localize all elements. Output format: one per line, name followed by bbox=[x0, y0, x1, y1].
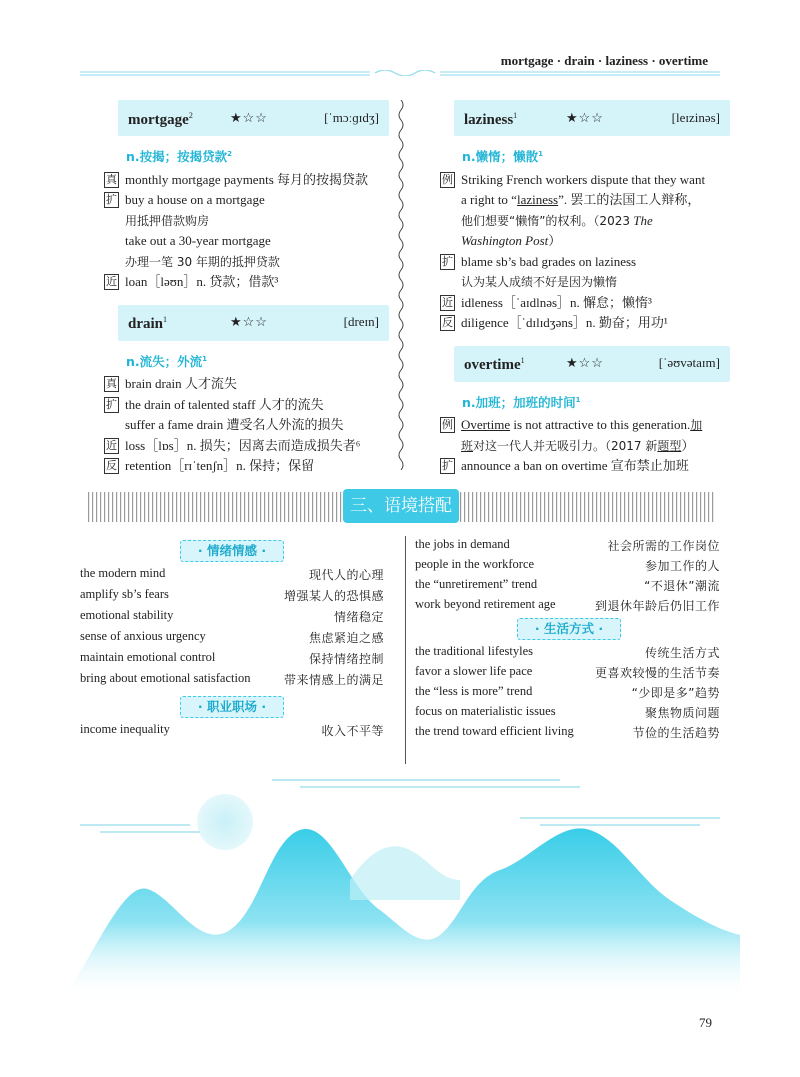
entry-text: retention［rɪˈtenʃn］n. 保持；保留 bbox=[125, 458, 315, 474]
phrase-en: the modern mind bbox=[80, 566, 166, 580]
phrase-cn: 传统生活方式 bbox=[644, 646, 720, 660]
tag-fan: 反 bbox=[442, 316, 453, 330]
phrase-row bbox=[80, 671, 384, 688]
tag-li: 例 bbox=[442, 172, 453, 186]
tag-zhen: 真 bbox=[106, 377, 117, 391]
word-box-overtime bbox=[454, 346, 730, 382]
phrase-en: maintain emotional control bbox=[80, 650, 216, 664]
headword: laziness$^1$ bbox=[464, 110, 518, 128]
phonetic: [ˈəʊvətaɪm] bbox=[658, 355, 720, 371]
example-line bbox=[440, 190, 730, 211]
star-rating: ★☆☆ bbox=[566, 109, 604, 125]
entry-text: take out a 30-year mortgage bbox=[125, 233, 271, 249]
phrase-en: work beyond retirement age bbox=[415, 597, 556, 611]
entry-text: suffer a fame drain 遭受名人外流的损失 bbox=[125, 417, 344, 433]
phrase-en: favor a slower life pace bbox=[415, 664, 533, 678]
entry-text: blame sb’s bad grades on laziness bbox=[461, 253, 637, 269]
word-box-mortgage bbox=[118, 100, 389, 136]
headword: drain$^1$ bbox=[128, 315, 168, 333]
phrase-en: emotional stability bbox=[80, 608, 174, 622]
phrase-en: the traditional lifestyles bbox=[415, 644, 534, 658]
entry-text: 他们想要“懒惰”的权利。（2023 The bbox=[461, 212, 653, 228]
entry-line bbox=[104, 190, 389, 211]
running-header: mortgage · drain · laziness · overtime bbox=[500, 53, 708, 68]
entry-text: Striking French workers dispute that they want bbox=[461, 171, 706, 187]
phrase-row bbox=[415, 684, 720, 701]
part-of-speech: n.加班；加班的时间$^1$ bbox=[462, 394, 581, 410]
phrase-en: people in the workforce bbox=[415, 557, 535, 571]
phrase-row bbox=[415, 664, 720, 681]
example-line bbox=[440, 415, 730, 436]
category-career: · 职业职场 · bbox=[180, 696, 284, 718]
sun-decoration bbox=[197, 794, 253, 850]
entry-line bbox=[104, 170, 389, 191]
tag-jin: 近 bbox=[106, 438, 117, 452]
tag-fan: 反 bbox=[106, 459, 117, 473]
phonetic: [ˈmɔːɡɪdʒ] bbox=[324, 109, 379, 125]
left-column bbox=[104, 100, 389, 477]
headword: mortgage$^2$ bbox=[128, 110, 193, 128]
right-column bbox=[440, 100, 730, 477]
entry-line bbox=[104, 252, 389, 273]
cloud-lines bbox=[80, 780, 720, 832]
headword: overtime$^1$ bbox=[464, 356, 525, 374]
phrase-cn: “少即是多”趋势 bbox=[631, 686, 720, 700]
phrase-en: the trend toward efficient living bbox=[415, 724, 574, 738]
entry-text: 认为某人成绩不好是因为懒惰 bbox=[461, 275, 618, 290]
phrase-cn: 聚焦物质问题 bbox=[644, 706, 720, 720]
word-box-drain bbox=[118, 305, 389, 341]
phonetic: [dreɪn] bbox=[343, 314, 379, 330]
phrase-en: focus on materialistic issues bbox=[415, 704, 556, 718]
phrase-cn: 收入不平等 bbox=[321, 724, 384, 738]
phrase-row bbox=[80, 629, 384, 646]
entry-text: 用抵押借款购房 bbox=[125, 213, 210, 228]
phrase-cn: 社会所需的工作岗位 bbox=[607, 539, 720, 553]
phrase-cn: 保持情绪控制 bbox=[308, 652, 384, 666]
tag-kuo: 扩 bbox=[106, 193, 117, 207]
phrase-en: the “less is more” trend bbox=[415, 684, 533, 698]
phrase-en: the “unretirement” trend bbox=[415, 577, 538, 591]
tag-kuo: 扩 bbox=[442, 459, 453, 473]
phrase-cn: 更喜欢较慢的生活节奏 bbox=[594, 666, 720, 680]
entry-line bbox=[104, 395, 389, 416]
section-banner: 三、语境搭配 bbox=[343, 489, 459, 523]
entry-text: monthly mortgage payments 每月的按揭贷款 bbox=[125, 171, 369, 187]
entry-text: loss［lɒs］n. 损失；因离去而造成损失者⁶ bbox=[125, 437, 361, 453]
example-line bbox=[440, 436, 730, 457]
entry-line bbox=[104, 436, 389, 457]
entry-line bbox=[440, 313, 730, 334]
entry-text: Washington Post） bbox=[461, 233, 562, 249]
page-number: 79 bbox=[699, 1015, 712, 1030]
example-line bbox=[440, 231, 730, 252]
phrase-row bbox=[80, 650, 384, 667]
phrase-row bbox=[415, 644, 720, 661]
star-rating: ★☆☆ bbox=[230, 109, 268, 125]
category-lifestyle: · 生活方式 · bbox=[517, 618, 621, 640]
column-divider bbox=[396, 100, 406, 470]
phrase-column-divider bbox=[405, 536, 406, 764]
entry-text: announce a ban on overtime 宣布禁止加班 bbox=[461, 458, 689, 474]
part-of-speech: n.流失；外流$^1$ bbox=[126, 353, 208, 369]
phrase-row bbox=[415, 577, 720, 594]
phrase-row bbox=[415, 537, 720, 554]
entry-text: buy a house on a mortgage bbox=[125, 192, 265, 208]
entry-text: 班对这一代人并无吸引力。（2017 新题型） bbox=[461, 437, 695, 453]
entry-text: a right to “laziness”. 罢工的法国工人辩称， bbox=[461, 192, 701, 208]
entry-line bbox=[104, 211, 389, 232]
phrase-cn: 节俭的生活趋势 bbox=[632, 726, 720, 740]
phonetic: [leɪzinəs] bbox=[671, 109, 720, 125]
tag-kuo: 扩 bbox=[442, 254, 453, 268]
phrase-cn: 现代人的心理 bbox=[308, 568, 384, 582]
entry-text: idleness［ˈaɪdlnəs］n. 懈怠；懒惰³ bbox=[461, 294, 652, 310]
phrase-cn: 到退休年龄后仍旧工作 bbox=[594, 599, 720, 613]
word-box-laziness bbox=[454, 100, 730, 136]
distant-hill bbox=[350, 846, 460, 900]
phrase-row bbox=[415, 704, 720, 721]
phrase-cn: 情绪稳定 bbox=[333, 610, 384, 624]
mountain-landscape-illustration bbox=[0, 760, 800, 1000]
entry-line bbox=[104, 415, 389, 436]
entry-line bbox=[104, 456, 389, 477]
entry-text: loan［ləʊn］n. 贷款；借款³ bbox=[125, 274, 279, 290]
phrase-cn: 带来情感上的满足 bbox=[283, 673, 384, 687]
header-decorative-line bbox=[80, 70, 720, 76]
phrase-en: sense of anxious urgency bbox=[80, 629, 206, 643]
entry-text: 办理一笔 30 年期的抵押贷款 bbox=[125, 254, 280, 269]
part-of-speech: n.懒惰；懒散$^1$ bbox=[462, 149, 544, 165]
phrase-row bbox=[80, 566, 384, 583]
phrase-cn: “不退休”潮流 bbox=[644, 579, 720, 593]
entry-line bbox=[104, 272, 389, 293]
example-line bbox=[440, 170, 730, 191]
phrase-row bbox=[80, 722, 384, 739]
entry-line bbox=[440, 456, 730, 477]
entry-line bbox=[440, 293, 730, 314]
phrase-cn: 焦虑紧迫之感 bbox=[308, 631, 384, 645]
phrase-en: amplify sb’s fears bbox=[80, 587, 169, 601]
entry-text: diligence［ˈdɪlɪdʒəns］n. 勤奋；用功¹ bbox=[461, 315, 668, 331]
entry-text: the drain of talented staff 人才的流失 bbox=[125, 396, 324, 412]
entry-line bbox=[440, 252, 730, 273]
example-line bbox=[440, 211, 730, 232]
phrase-row bbox=[415, 724, 720, 741]
tag-zhen: 真 bbox=[106, 172, 117, 186]
phrase-row bbox=[80, 587, 384, 604]
tag-li: 例 bbox=[442, 418, 453, 432]
part-of-speech: n.按揭；按揭贷款$^2$ bbox=[126, 149, 233, 165]
category-emotion: · 情绪情感 · bbox=[180, 540, 284, 562]
entry-text: brain drain 人才流失 bbox=[125, 376, 237, 392]
phrase-cn: 参加工作的人 bbox=[644, 559, 720, 573]
phrase-row bbox=[415, 597, 720, 614]
tag-jin: 近 bbox=[442, 295, 453, 309]
phrase-row bbox=[415, 557, 720, 574]
phrase-row bbox=[80, 608, 384, 625]
phrase-en: income inequality bbox=[80, 722, 170, 736]
tag-jin: 近 bbox=[106, 275, 117, 289]
star-rating: ★☆☆ bbox=[566, 355, 604, 371]
phrase-cn: 增强某人的恐惧感 bbox=[283, 589, 384, 603]
entry-line bbox=[440, 272, 730, 293]
phrase-en: bring about emotional satisfaction bbox=[80, 671, 251, 685]
star-rating: ★☆☆ bbox=[230, 314, 268, 330]
entry-line bbox=[104, 374, 389, 395]
phrase-en: the jobs in demand bbox=[415, 537, 510, 551]
entry-text: Overtime is not attractive to this generation.加 bbox=[461, 417, 703, 433]
entry-line bbox=[104, 231, 389, 252]
tag-kuo: 扩 bbox=[106, 397, 117, 411]
